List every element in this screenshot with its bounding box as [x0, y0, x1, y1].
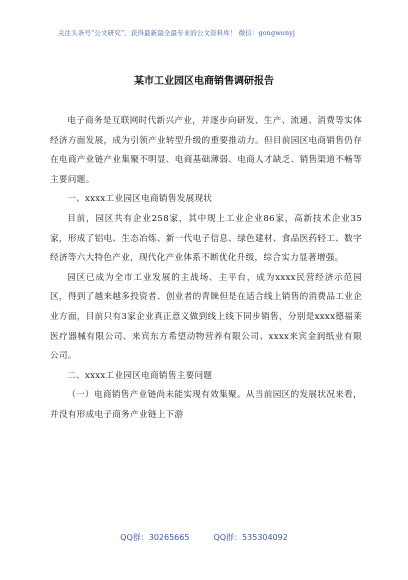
paragraph-intro: 电子商务是互联网时代新兴产业，并逐步向研发、生产、流通、消费等实体经济方面发展，成为引领产业转型升级的重要推动力。但目前园区电商销售仍存在电商产业链产业集聚不明显、电商基础薄弱、电商人才缺乏、销售渠道不畅等主要问题。 — [50, 116, 362, 185]
footer-contact — [0, 532, 408, 543]
paragraph-status: 目前，园区共有企业258家，其中规上工业企业86家，高新技术企业35家，形成了铝电、生态冶炼、新一代电子信息、绿色建材、食品医药轻工、数字经济等六大特色产业，现代化产业体系不断优化升级，综合实力显著增强。 — [50, 213, 362, 264]
document-body — [50, 112, 362, 426]
footer-qq-1: QQ群：30265665 — [120, 533, 190, 542]
paragraph-problem-1: （一）电商销售产业链尚未能实现有效集聚。从当前园区的发展状况来看，并没有形成电子商务产业链上下游 — [50, 390, 362, 420]
section-heading-1: 一、xxxx工业园区电商销售发展现状 — [67, 194, 213, 205]
header-banner: 关注头条号“公文研究”，获得最新最全最专业的公文资料库！ 微信：gongwenyj — [58, 29, 296, 37]
footer-qq-2: QQ群：535304092 — [213, 533, 288, 542]
section-heading-2: 二、xxxx工业园区电商销售主要问题 — [67, 370, 213, 381]
document-title: 某市工业园区电商销售调研报告 — [134, 76, 274, 87]
paragraph-platform: 园区已成为全市工业发展的主战场、主平台，成为xxxx民营经济示范园区，得到了越来越多投资者、创业者的青睐但是在适合线上销售的消费品工业企业方面，目前只有3家企业真正意义做到线上线下同步销售，分别是xxxx德福莱医疗器械有限公司、来宾东方希望动物营养有限公司、xxxx来宾金润纸业有限公司。 — [50, 272, 362, 362]
